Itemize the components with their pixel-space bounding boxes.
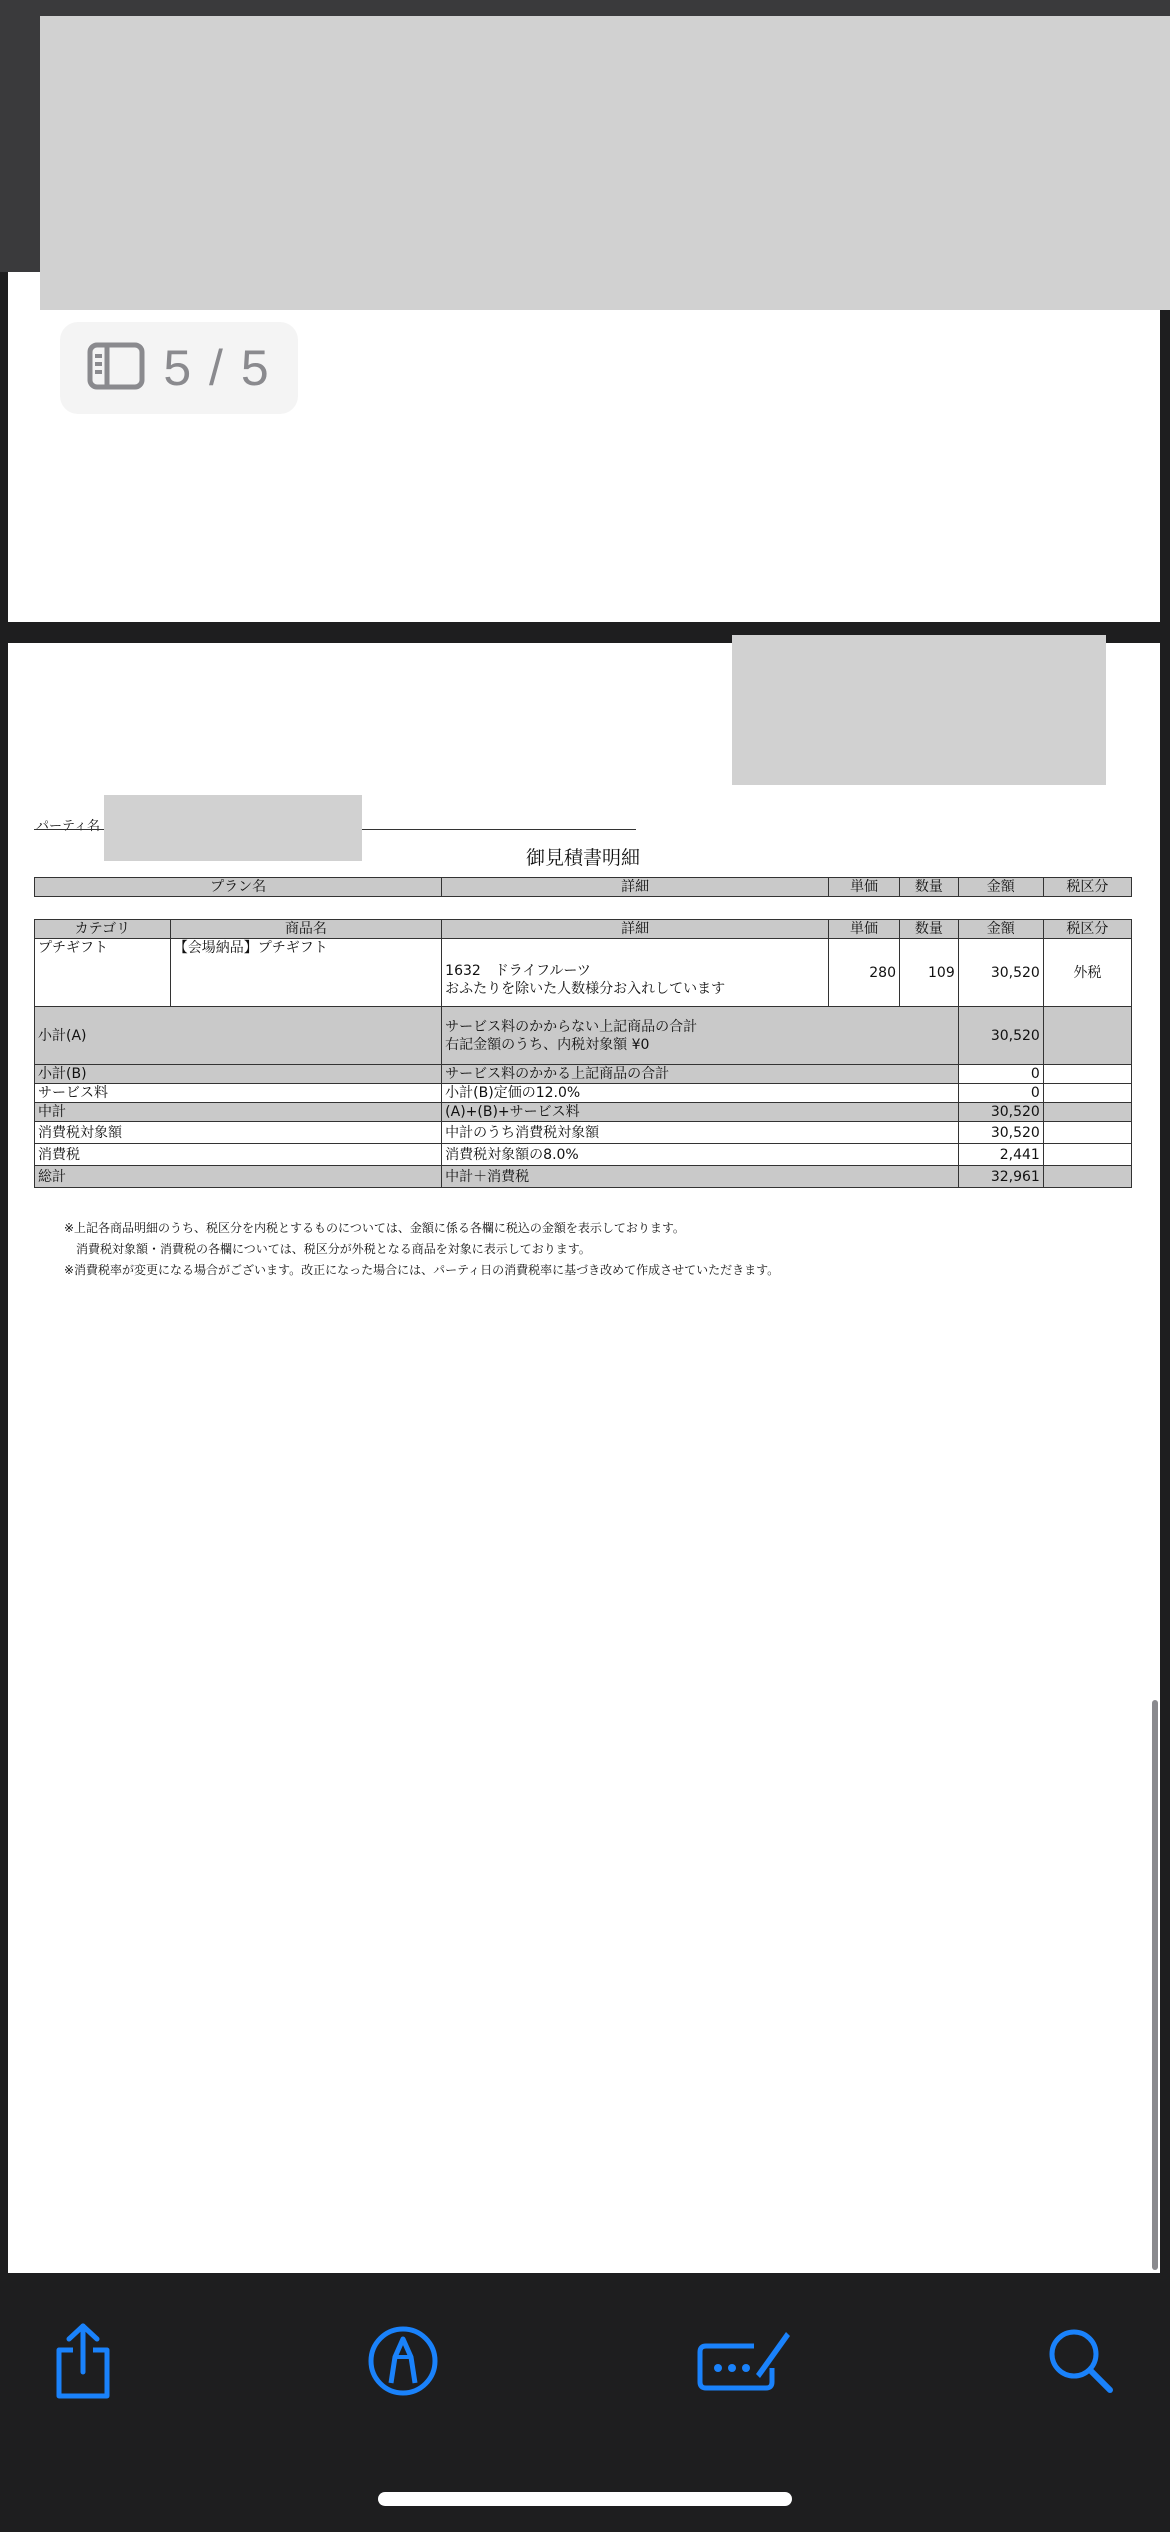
home-indicator[interactable] (378, 2492, 792, 2506)
item-detail-line1: 1632 ドライフルーツ (445, 962, 591, 979)
party-name-label: パーティ名 (36, 819, 100, 834)
summary-row-grand-total (35, 1166, 1132, 1188)
item-quantity: 109 (900, 939, 959, 1007)
header-quantity: 数量 (900, 878, 959, 897)
summary-amount: 30,520 (958, 1103, 1043, 1122)
summary-tax (1043, 1065, 1131, 1084)
summary-tax (1043, 1084, 1131, 1103)
subtotal-a-amount: 30,520 (958, 1007, 1043, 1065)
summary-detail: サービス料のかかる上記商品の合計 (442, 1065, 959, 1084)
subtotal-a-label: 小計(A) (35, 1007, 442, 1065)
item-detail (442, 939, 829, 1007)
summary-tax (1043, 1122, 1131, 1144)
summary-row-service-fee (35, 1084, 1132, 1103)
document-title: 御見積書明細 (525, 847, 640, 869)
header-unit-price: 単価 (829, 878, 900, 897)
items-table (34, 919, 1132, 1188)
scrollbar[interactable] (1152, 1700, 1158, 2270)
redacted-header-block (732, 635, 1106, 785)
summary-amount: 0 (958, 1084, 1043, 1103)
plan-table (34, 877, 1132, 897)
header-unit-price: 単価 (829, 920, 900, 939)
item-detail-line2: おふたりを除いた人数様分お入れしています (445, 980, 726, 997)
summary-row-consumption-tax (35, 1144, 1132, 1166)
header-amount: 金額 (958, 878, 1043, 897)
summary-label: 中計 (35, 1103, 442, 1122)
header-tax-type: 税区分 (1043, 878, 1131, 897)
item-category: プチギフト (35, 939, 171, 1007)
summary-row-taxable (35, 1122, 1132, 1144)
summary-tax (1043, 1144, 1131, 1166)
item-name: 【会場納品】プチギフト (170, 939, 441, 1007)
footnote: ※上記各商品明細のうち、税区分を内税とするものについては、金額に係る各欄に税込の金額を表示しております。 (64, 1221, 685, 1235)
summary-detail: 小計(B)定価の12.0% (442, 1084, 959, 1103)
sidebar-icon (87, 342, 145, 394)
summary-label: 消費税対象額 (35, 1122, 442, 1144)
items-header-row (35, 920, 1132, 939)
footnotes (64, 1218, 779, 1281)
summary-label: サービス料 (35, 1084, 442, 1103)
item-amount: 30,520 (958, 939, 1043, 1007)
summary-detail: (A)+(B)+サービス料 (442, 1103, 959, 1122)
header-detail: 詳細 (442, 920, 829, 939)
page-counter-label: 5 / 5 (163, 340, 271, 396)
subtotal-a-detail (442, 1007, 959, 1065)
share-button[interactable] (38, 2318, 128, 2408)
summary-tax (1043, 1103, 1131, 1122)
header-product-name: 商品名 (170, 920, 441, 939)
footnote: ※消費税率が変更になる場合がございます。改正になった場合には、パーティ日の消費税率に基づき改めて作成させていただきます。 (64, 1263, 780, 1277)
header-plan-name: プラン名 (35, 878, 442, 897)
summary-label: 消費税 (35, 1144, 442, 1166)
subtotal-a-row (35, 1007, 1132, 1065)
summary-detail: 消費税対象額の8.0% (442, 1144, 959, 1166)
page-counter-button[interactable] (60, 322, 298, 414)
summary-amount: 32,961 (958, 1166, 1043, 1188)
summary-amount: 2,441 (958, 1144, 1043, 1166)
item-unit-price: 280 (829, 939, 900, 1007)
summary-amount: 30,520 (958, 1122, 1043, 1144)
share-icon (51, 2322, 115, 2404)
summary-detail: 中計＋消費税 (442, 1166, 959, 1188)
footnote: 消費税対象額・消費税の各欄については、税区分が外税となる商品を対象に表示しております。 (64, 1242, 591, 1256)
search-icon (1046, 2326, 1116, 2400)
summary-row-midtotal (35, 1103, 1132, 1122)
header-tax-type: 税区分 (1043, 920, 1131, 939)
redacted-area-top (40, 16, 1170, 310)
subtotal-a-tax (1043, 1007, 1131, 1065)
summary-label: 総計 (35, 1166, 442, 1188)
subtotal-a-detail-line2: 右記金額のうち、内税対象額 ¥0 (445, 1036, 650, 1053)
signature-button[interactable] (694, 2316, 794, 2406)
summary-detail: 中計のうち消費税対象額 (442, 1122, 959, 1144)
search-button[interactable] (1036, 2318, 1126, 2408)
header-detail: 詳細 (442, 878, 829, 897)
header-amount: 金額 (958, 920, 1043, 939)
markup-button[interactable] (358, 2318, 448, 2408)
signature-icon (694, 2324, 794, 2398)
subtotal-a-detail-line1: サービス料のかからない上記商品の合計 (445, 1018, 698, 1035)
header-category: カテゴリ (35, 920, 171, 939)
item-tax-type: 外税 (1043, 939, 1131, 1007)
summary-row-subtotal-b (35, 1065, 1132, 1084)
summary-label: 小計(B) (35, 1065, 442, 1084)
summary-amount: 0 (958, 1065, 1043, 1084)
markup-pen-icon (367, 2325, 439, 2401)
header-quantity: 数量 (900, 920, 959, 939)
plan-header-row (35, 878, 1132, 897)
summary-tax (1043, 1166, 1131, 1188)
table-row (35, 939, 1132, 1007)
